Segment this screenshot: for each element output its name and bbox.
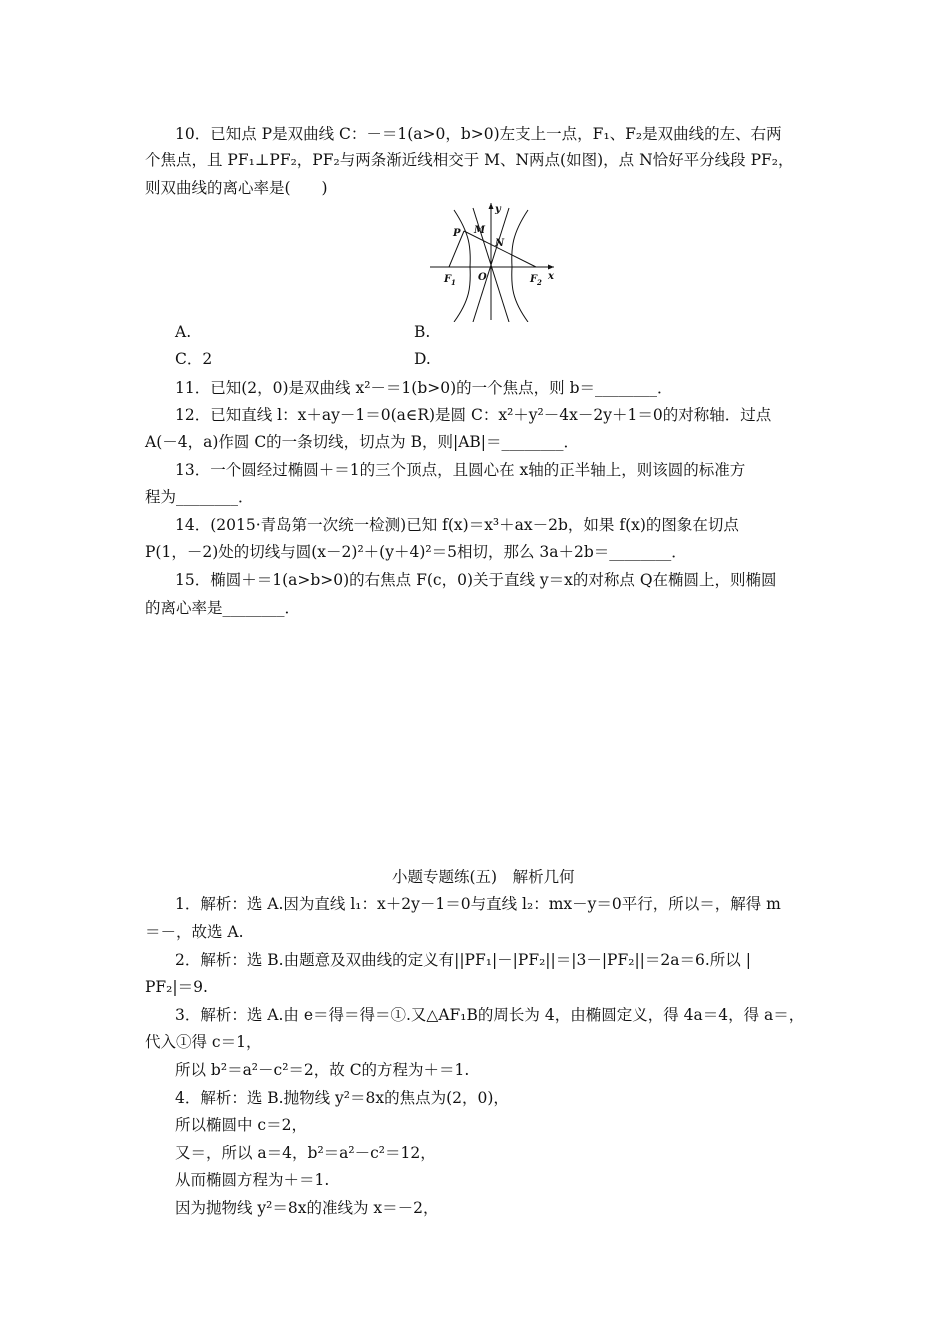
label-f1-sub: 1	[451, 278, 456, 287]
label-p: P	[453, 228, 461, 239]
y-arrow-icon	[489, 203, 494, 209]
answer-1-line1: 1．解析：选 A.因为直线 l₁：x＋2y－1＝0与直线 l₂：mx－y＝0平行，所以＝，解得 m	[175, 895, 781, 913]
answer-1-line2: ＝－，故选 A.	[145, 923, 244, 941]
label-n: N	[495, 238, 505, 249]
q14-line1: 14．(2015·青岛第一次统一检测)已知 f(x)＝x³＋ax－2b，如果 f(x)的图象在切点	[175, 516, 739, 534]
label-y: y	[495, 204, 501, 215]
answer-3-line2: 代入①得 c＝1，	[145, 1033, 262, 1051]
q10-option-b: B.	[414, 323, 431, 341]
q10-line1: 10．已知点 P是双曲线 C：－＝1(a>0，b>0)左支上一点，F₁、F₂是双曲线的左、右两	[175, 125, 782, 143]
q12-line1: 12．已知直线 l：x＋ay－1＝0(a∈R)是圆 C：x²＋y²－4x－2y＋1＝0的对称轴．过点	[175, 406, 772, 424]
q10-option-c: C．2	[175, 350, 213, 368]
q14-line2: P(1，－2)处的切线与圆(x－2)²＋(y＋4)²＝5相切，那么 3a＋2b＝________．	[145, 543, 687, 561]
q10-option-d: D.	[414, 350, 431, 368]
q13-line2: 程为________．	[145, 488, 254, 506]
q13-line1: 13．一个圆经过椭圆＋＝1的三个顶点，且圆心在 x轴的正半轴上，则该圆的标准方	[175, 461, 746, 479]
answer-4-line4: 从而椭圆方程为＋＝1.	[175, 1171, 330, 1189]
q11-line: 11．已知(2，0)是双曲线 x²－＝1(b>0)的一个焦点，则 b＝________．	[175, 379, 673, 397]
hyperbola-figure	[426, 200, 558, 322]
label-m: M	[474, 225, 486, 236]
hyperbola-right-branch	[512, 210, 528, 322]
label-f2: F	[530, 274, 538, 285]
q15-line2: 的离心率是________．	[145, 599, 301, 617]
q10-line3: 则双曲线的离心率是( )	[145, 179, 328, 197]
answer-4-line1: 4．解析：选 B.抛物线 y²＝8x的焦点为(2，0)，	[175, 1089, 509, 1107]
answer-3-line3: 所以 b²＝a²－c²＝2，故 C的方程为＋＝1.	[175, 1061, 470, 1079]
q12-line2: A(－4，a)作圆 C的一条切线，切点为 B，则|AB|＝________．	[145, 433, 580, 451]
label-f1: F	[444, 274, 452, 285]
label-x: x	[548, 271, 554, 282]
answer-2-line2: PF₂|＝9.	[145, 978, 208, 996]
q10-line2: 个焦点，且 PF₁⊥PF₂，PF₂与两条渐近线相交于 M、N两点(如图)，点 N恰好平分线段 PF₂，	[145, 151, 794, 169]
q10-option-a: A.	[175, 323, 192, 341]
answer-2-line1: 2．解析：选 B.由题意及双曲线的定义有||PF₁|－|PF₂||＝|3－|PF₂||＝2a＝6.所以 |	[175, 951, 751, 969]
label-o: O	[478, 272, 487, 283]
x-arrow-icon	[548, 265, 554, 270]
q15-line1: 15．椭圆＋＝1(a>b>0)的右焦点 F(c，0)关于直线 y＝x的对称点 Q在椭圆上，则椭圆	[175, 571, 777, 589]
answer-4-line5: 因为抛物线 y²＝8x的准线为 x＝－2，	[175, 1199, 439, 1217]
answer-4-line3: 又＝，所以 a＝4，b²＝a²－c²＝12，	[175, 1144, 436, 1162]
hyperbola-left-branch	[454, 210, 470, 322]
label-f2-sub: 2	[537, 278, 542, 287]
answer-3-line1: 3．解析：选 A.由 e＝得＝得＝①.又△AF₁B的周长为 4，由椭圆定义，得 4a＝4，得 a＝，	[175, 1006, 805, 1024]
answers-title: 小题专题练(五) 解析几何	[392, 868, 575, 886]
answer-4-line2: 所以椭圆中 c＝2，	[175, 1116, 307, 1134]
